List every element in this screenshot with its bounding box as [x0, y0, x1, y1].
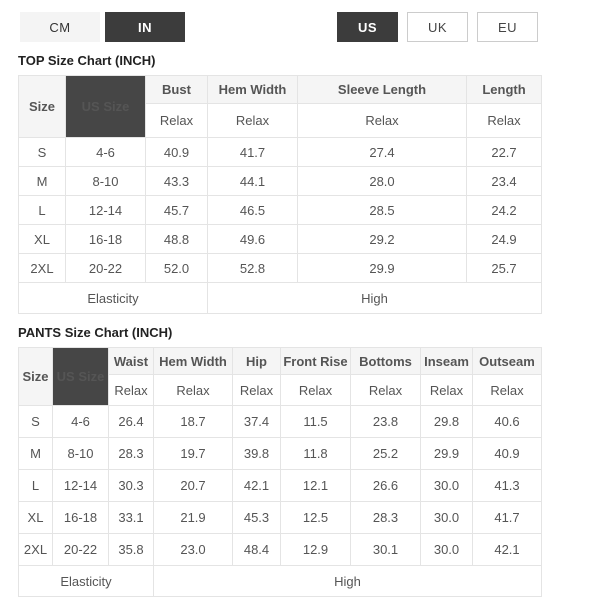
column-header-inseam: Inseam: [421, 348, 473, 375]
value-cell: 30.1: [351, 534, 421, 566]
value-cell: 44.1: [208, 167, 298, 196]
column-header-bust: Bust: [146, 76, 208, 104]
value-cell: 11.8: [281, 438, 351, 470]
elasticity-label: Elasticity: [19, 283, 208, 314]
size-cell: L: [19, 196, 66, 225]
value-cell: 52.0: [146, 254, 208, 283]
value-cell: 41.7: [208, 138, 298, 167]
value-cell: 37.4: [233, 406, 281, 438]
value-cell: 30.0: [421, 502, 473, 534]
value-cell: 20.7: [154, 470, 233, 502]
value-cell: 12.1: [281, 470, 351, 502]
size-cell: M: [19, 167, 66, 196]
table-row: [19, 167, 542, 196]
us-size-cell: 20-22: [66, 254, 146, 283]
value-cell: 41.3: [473, 470, 542, 502]
fit-cell: Relax: [421, 375, 473, 406]
value-cell: 49.6: [208, 225, 298, 254]
elasticity-label: Elasticity: [19, 566, 154, 597]
table-row: [19, 534, 542, 566]
value-cell: 40.6: [473, 406, 542, 438]
unit-toggle-group: [20, 12, 185, 42]
column-header-hip: Hip: [233, 348, 281, 375]
size-cell: 2XL: [19, 254, 66, 283]
value-cell: 26.4: [109, 406, 154, 438]
table-row: [19, 502, 542, 534]
value-cell: 39.8: [233, 438, 281, 470]
size-cell: XL: [19, 225, 66, 254]
value-cell: 11.5: [281, 406, 351, 438]
us-size-cell: 8-10: [66, 167, 146, 196]
value-cell: 19.7: [154, 438, 233, 470]
size-cell: L: [19, 470, 53, 502]
value-cell: 24.9: [467, 225, 542, 254]
column-header-front-rise: Front Rise: [281, 348, 351, 375]
fit-cell: Relax: [109, 375, 154, 406]
size-cell: XL: [19, 502, 53, 534]
column-header-size: Size: [19, 76, 66, 138]
size-cell: M: [19, 438, 53, 470]
us-size-cell: 16-18: [53, 502, 109, 534]
value-cell: 30.0: [421, 534, 473, 566]
value-cell: 48.8: [146, 225, 208, 254]
size-cell: S: [19, 406, 53, 438]
us-size-cell: 12-14: [66, 196, 146, 225]
value-cell: 33.1: [109, 502, 154, 534]
table-row: [19, 470, 542, 502]
fit-cell: Relax: [467, 104, 542, 138]
value-cell: 35.8: [109, 534, 154, 566]
fit-cell: Relax: [281, 375, 351, 406]
us-size-cell: 16-18: [66, 225, 146, 254]
table-row: [19, 254, 542, 283]
value-cell: 40.9: [146, 138, 208, 167]
table-row: [19, 196, 542, 225]
us-size-cell: 4-6: [53, 406, 109, 438]
value-cell: 23.4: [467, 167, 542, 196]
table-row: [19, 225, 542, 254]
region-toggle-eu[interactable]: EU: [477, 12, 538, 42]
value-cell: 41.7: [473, 502, 542, 534]
value-cell: 24.2: [467, 196, 542, 225]
top-chart-title: TOP Size Chart (INCH): [18, 53, 156, 68]
pants-header-row: [19, 348, 542, 375]
value-cell: 48.4: [233, 534, 281, 566]
column-header-hem-width: Hem Width: [208, 76, 298, 104]
value-cell: 42.1: [233, 470, 281, 502]
column-header-outseam: Outseam: [473, 348, 542, 375]
column-header-bottoms: Bottoms: [351, 348, 421, 375]
value-cell: 18.7: [154, 406, 233, 438]
us-size-cell: 12-14: [53, 470, 109, 502]
fit-cell: Relax: [154, 375, 233, 406]
table-row: [19, 406, 542, 438]
fit-cell: Relax: [473, 375, 542, 406]
value-cell: 43.3: [146, 167, 208, 196]
fit-cell: Relax: [208, 104, 298, 138]
elasticity-value: High: [154, 566, 542, 597]
region-toggle-us[interactable]: US: [337, 12, 398, 42]
top-header-row: [19, 76, 542, 104]
toggle-bar: [0, 0, 600, 42]
value-cell: 28.3: [351, 502, 421, 534]
fit-cell: Relax: [233, 375, 281, 406]
us-size-cell: 8-10: [53, 438, 109, 470]
unit-toggle-in[interactable]: IN: [105, 12, 185, 42]
value-cell: 45.3: [233, 502, 281, 534]
pants-chart-title: PANTS Size Chart (INCH): [18, 325, 173, 340]
top-size-table: [18, 75, 542, 314]
unit-toggle-cm[interactable]: CM: [20, 12, 100, 42]
value-cell: 28.3: [109, 438, 154, 470]
value-cell: 29.2: [298, 225, 467, 254]
value-cell: 26.6: [351, 470, 421, 502]
value-cell: 30.3: [109, 470, 154, 502]
us-size-cell: 20-22: [53, 534, 109, 566]
value-cell: 52.8: [208, 254, 298, 283]
value-cell: 12.5: [281, 502, 351, 534]
pants-size-table: [18, 347, 542, 597]
value-cell: 29.9: [298, 254, 467, 283]
elasticity-value: High: [208, 283, 542, 314]
table-row: [19, 438, 542, 470]
value-cell: 23.8: [351, 406, 421, 438]
value-cell: 30.0: [421, 470, 473, 502]
value-cell: 28.0: [298, 167, 467, 196]
column-header-size: Size: [19, 348, 53, 406]
value-cell: 25.2: [351, 438, 421, 470]
column-header-us-size: US Size: [53, 348, 109, 406]
elasticity-row: [19, 283, 542, 314]
column-header-sleeve-length: Sleeve Length: [298, 76, 467, 104]
value-cell: 29.9: [421, 438, 473, 470]
value-cell: 45.7: [146, 196, 208, 225]
column-header-hem-width: Hem Width: [154, 348, 233, 375]
value-cell: 40.9: [473, 438, 542, 470]
column-header-waist: Waist: [109, 348, 154, 375]
value-cell: 27.4: [298, 138, 467, 167]
value-cell: 28.5: [298, 196, 467, 225]
region-toggle-uk[interactable]: UK: [407, 12, 468, 42]
size-cell: S: [19, 138, 66, 167]
column-header-us-size: US Size: [66, 76, 146, 138]
fit-cell: Relax: [351, 375, 421, 406]
fit-cell: Relax: [298, 104, 467, 138]
elasticity-row: [19, 566, 542, 597]
value-cell: 12.9: [281, 534, 351, 566]
value-cell: 23.0: [154, 534, 233, 566]
value-cell: 29.8: [421, 406, 473, 438]
fit-cell: Relax: [146, 104, 208, 138]
region-toggle-group: [328, 12, 538, 42]
value-cell: 25.7: [467, 254, 542, 283]
value-cell: 22.7: [467, 138, 542, 167]
size-cell: 2XL: [19, 534, 53, 566]
column-header-length: Length: [467, 76, 542, 104]
value-cell: 46.5: [208, 196, 298, 225]
value-cell: 42.1: [473, 534, 542, 566]
table-row: [19, 138, 542, 167]
us-size-cell: 4-6: [66, 138, 146, 167]
value-cell: 21.9: [154, 502, 233, 534]
